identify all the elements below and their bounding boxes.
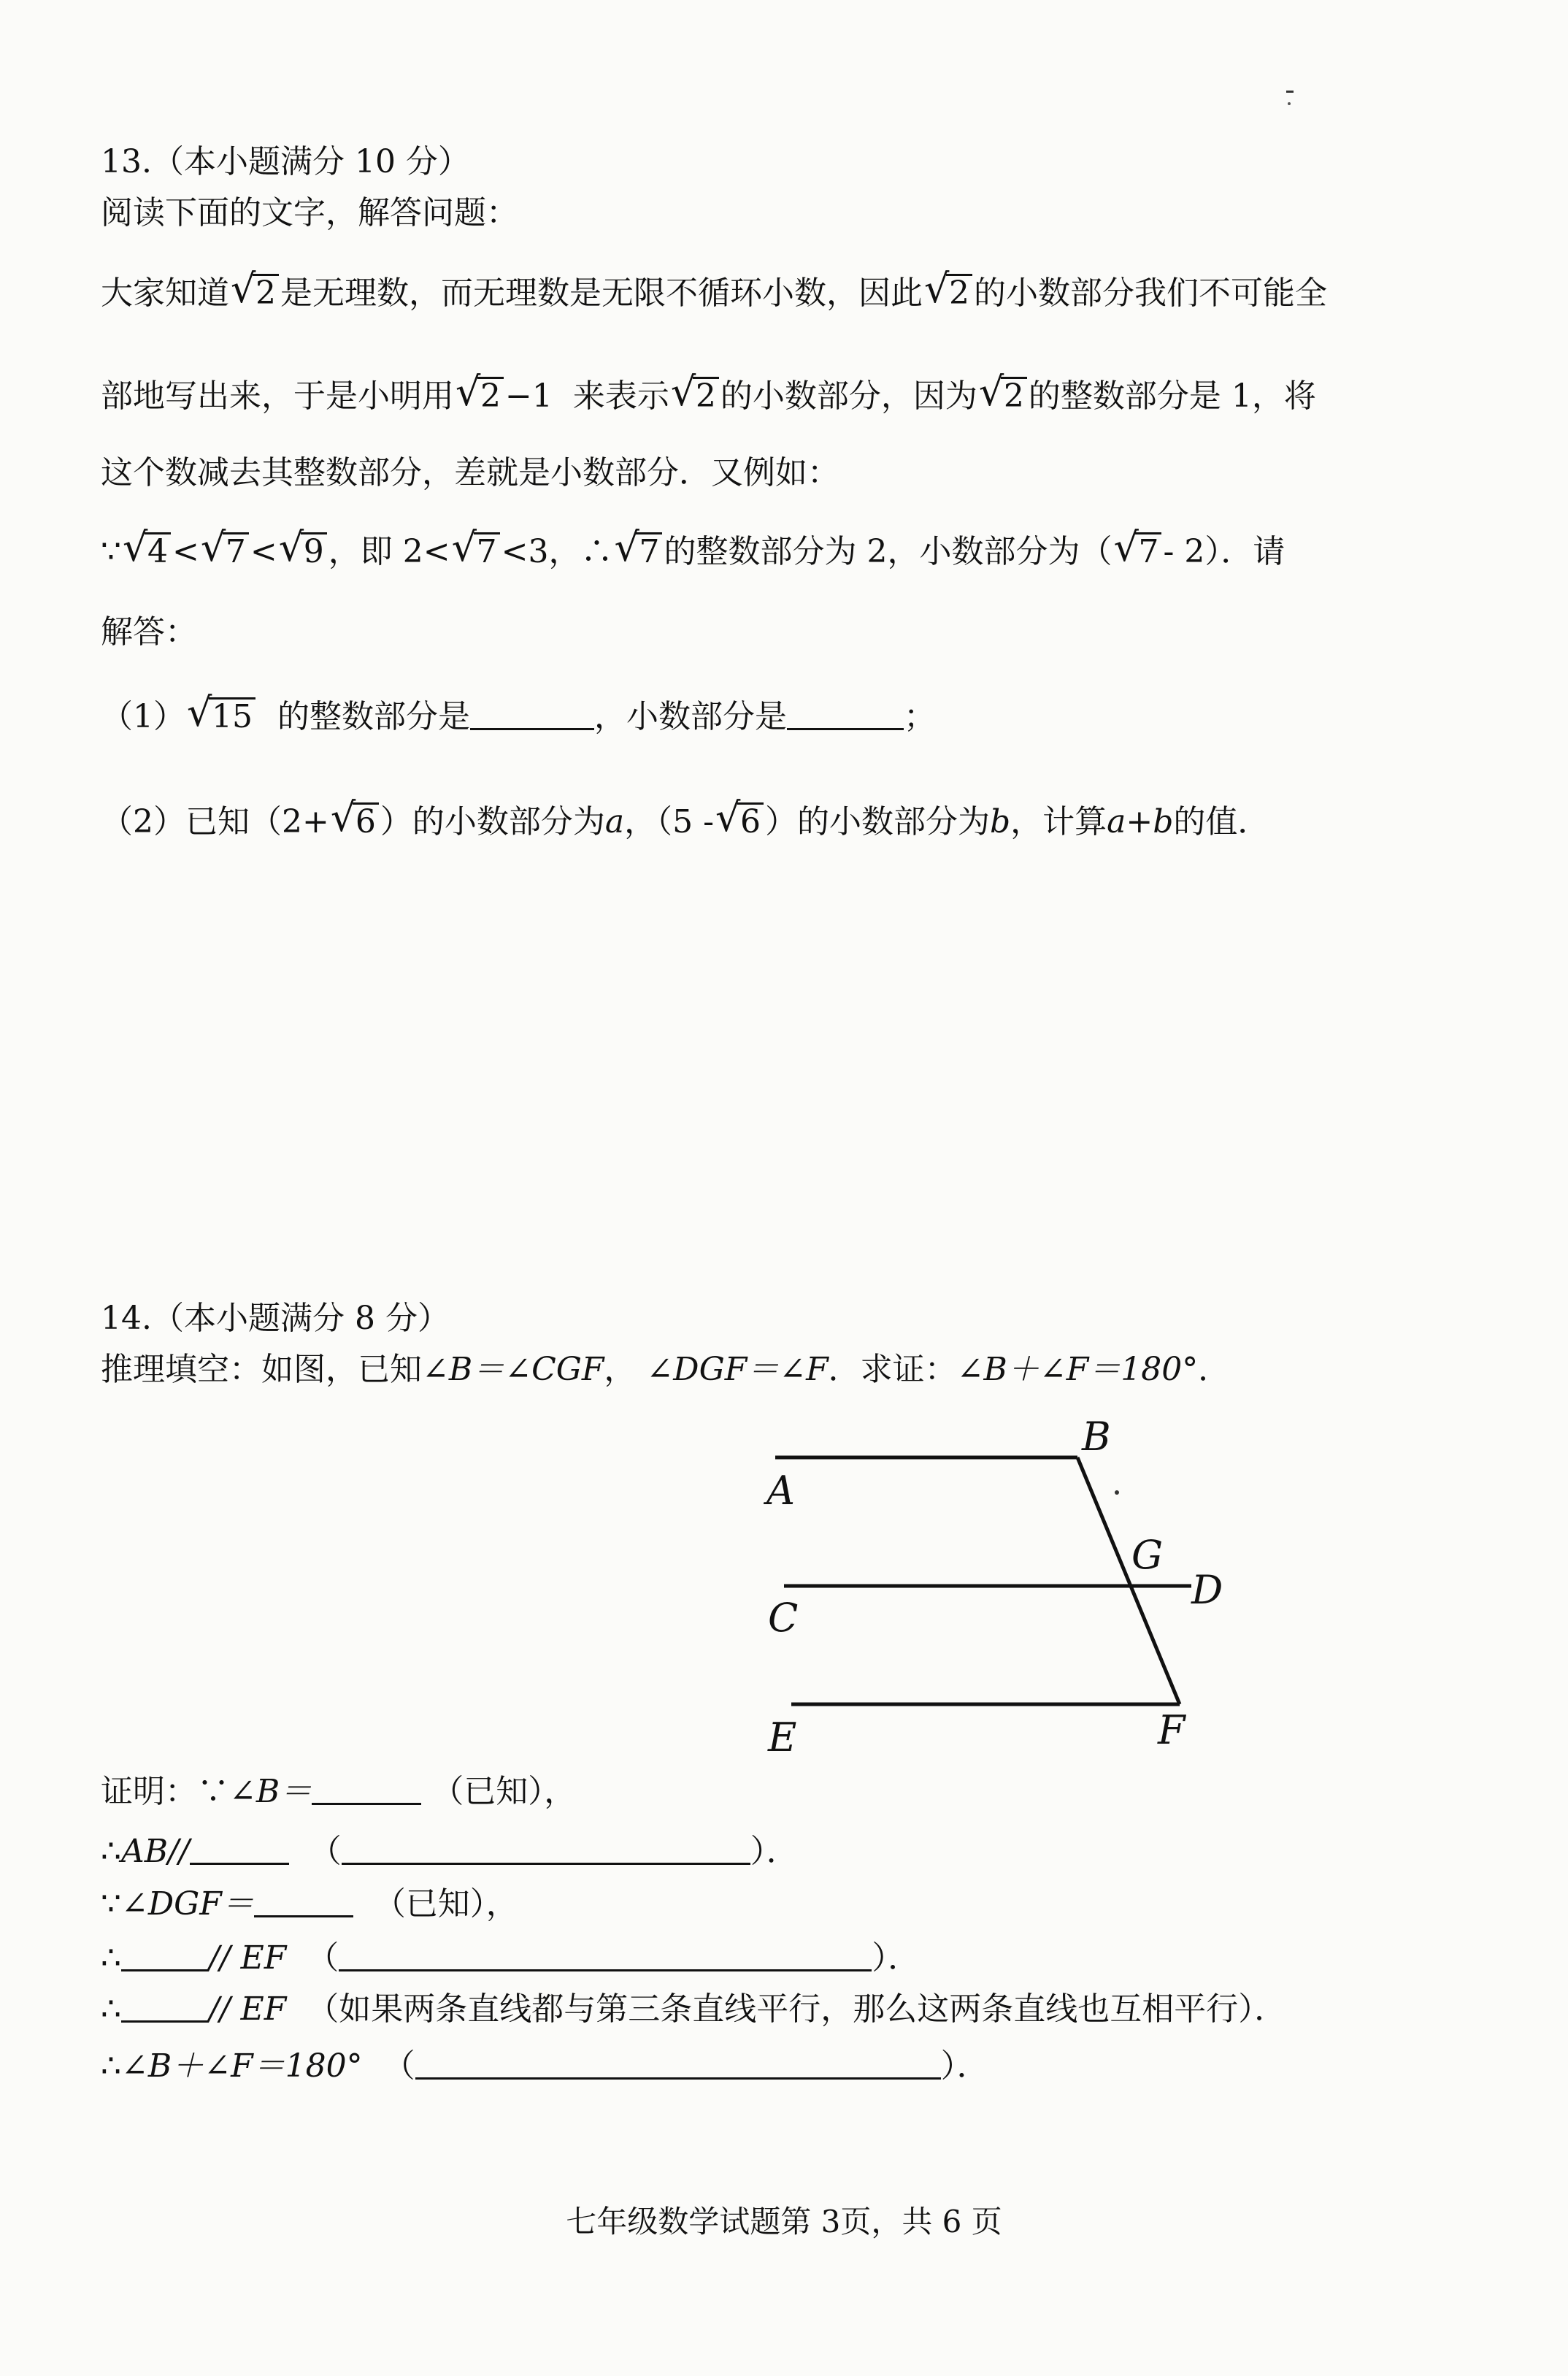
equation: ∠B＝ (229, 1773, 312, 1810)
sqrt-2: √ 2 (456, 375, 504, 418)
q13-paragraph-4 (101, 530, 1285, 574)
text: 部地写出来，于是小明用 (101, 378, 454, 415)
text: 来表示 (572, 378, 669, 415)
text: - 2）．请 (1163, 533, 1285, 570)
text: 证明：∵ (101, 1773, 229, 1810)
text: ）的小数部分为 (380, 803, 605, 840)
answer-blank[interactable] (121, 1940, 209, 1971)
equation: ∠B＝∠CGF (422, 1351, 604, 1388)
var-a: a (604, 803, 625, 840)
q13-heading: 13.（本小题满分 10 分） (101, 143, 470, 180)
figure-lines (775, 1457, 1191, 1704)
sqrt-2: √ 2 (671, 375, 719, 418)
text: （1） (101, 698, 185, 735)
sqrt-2: √ 2 (979, 375, 1027, 418)
text: ）． (940, 2047, 989, 2085)
var-b: b (989, 803, 1011, 840)
reason-blank[interactable] (339, 1940, 872, 1971)
text: 的整数部分为 2，小数部分为（ (664, 533, 1112, 570)
speck (1115, 1490, 1119, 1495)
text: 的整数部分是 (277, 698, 470, 735)
text: （已知）， (431, 1773, 577, 1810)
label-a: A (766, 1468, 795, 1514)
text: 的值． (1173, 803, 1270, 840)
text: ∴ (101, 1939, 121, 1977)
equation: // EF (209, 1939, 287, 1977)
text: 大家知道 (101, 275, 229, 312)
equation: AB// (121, 1833, 190, 1870)
proof-line-4 (101, 1936, 920, 1980)
text: 是无理数，而无理数是无限不循环小数，因此 (280, 275, 923, 312)
answer-blank[interactable] (121, 1991, 209, 2023)
sqrt-6: √ 6 (331, 800, 379, 844)
reason-blank[interactable] (415, 2048, 941, 2080)
text: ，即 2< (328, 533, 450, 570)
text: ）． (872, 1939, 921, 1977)
sqrt-7: √ 7 (1113, 530, 1161, 574)
equation: // EF (209, 1990, 287, 2028)
text: ∴ (101, 1990, 121, 2028)
sqrt-7: √ 7 (452, 530, 500, 574)
text: ∴ (101, 2047, 121, 2085)
lt: < (172, 533, 199, 570)
answer-blank[interactable] (470, 699, 594, 730)
answer-blank[interactable] (312, 1774, 421, 1805)
q13-paragraph-5: 解答： (101, 613, 197, 651)
answer-blank[interactable] (190, 1833, 289, 1865)
text: 的小数部分我们不可能全 (974, 275, 1327, 312)
equation: ∠B＋∠F＝180° (956, 1351, 1199, 1388)
equation: ∠B＋∠F＝180° (121, 2047, 363, 2085)
proof-line-2 (101, 1830, 799, 1874)
text: ，小数部分是 (593, 698, 787, 735)
text: ∵ (101, 1885, 121, 1923)
transversal-bf (1077, 1457, 1180, 1704)
text: <3，∴ (501, 533, 613, 570)
q13-paragraph-3: 这个数减去其整数部分，差就是小数部分．又例如： (101, 454, 839, 491)
text: ∴ (101, 1833, 121, 1870)
answer-blank[interactable] (254, 1886, 353, 1917)
label-b: B (1082, 1417, 1111, 1460)
sqrt-6: √ 6 (715, 800, 764, 844)
text: ．求证： (828, 1351, 957, 1388)
text: ，（5 - (624, 803, 714, 840)
text: 的小数部分，因为 (720, 378, 977, 415)
text: （ (383, 2047, 415, 2085)
sqrt-7: √ 7 (201, 530, 249, 574)
answer-blank[interactable] (787, 699, 904, 730)
text: （ (309, 1833, 342, 1870)
page-footer: 七年级数学试题第 3页，共 6 页 (566, 2204, 1002, 2239)
text: （如果两条直线都与第三条直线平行，那么这两条直线也互相平行）． (307, 1990, 1287, 2028)
sqrt-4: √ 4 (123, 530, 171, 574)
sqrt-15: √ 15 (187, 695, 255, 739)
q13-part-1 (101, 695, 936, 739)
proof-line-1 (101, 1770, 576, 1814)
q13-paragraph-2 (101, 375, 1316, 418)
sqrt-9: √ 9 (279, 530, 327, 574)
sqrt-2: √ 2 (924, 272, 972, 315)
text: ． (1198, 1351, 1231, 1388)
scan-speck (1270, 80, 1314, 124)
label-f: F (1158, 1707, 1185, 1753)
proof-line-3 (101, 1882, 518, 1926)
text: （2）已知（2+ (101, 803, 329, 840)
q14-statement (101, 1348, 1230, 1392)
because-symbol: ∵ (101, 533, 121, 570)
text: 的整数部分是 1，将 (1028, 378, 1316, 415)
text: ； (903, 698, 936, 735)
q13-part-2 (101, 800, 1269, 844)
text: （已知）， (373, 1885, 518, 1923)
label-g: G (1131, 1532, 1164, 1578)
label-d: D (1191, 1567, 1223, 1613)
minus-one: −1 (505, 378, 553, 415)
proof-line-6 (101, 2044, 989, 2088)
q13-paragraph-1 (101, 272, 1327, 315)
sum-a-b: a+b (1107, 803, 1174, 840)
label-c: C (768, 1595, 799, 1641)
proof-line-5 (101, 1988, 1286, 2031)
lt: < (250, 533, 277, 570)
label-e: E (768, 1714, 797, 1760)
text: 推理填空：如图，已知 (101, 1351, 422, 1388)
q13-intro: 阅读下面的文字，解答问题： (101, 194, 518, 231)
text: （ (307, 1939, 339, 1977)
sqrt-7: √ 7 (614, 530, 662, 574)
equation: ∠DGF＝∠F (646, 1351, 829, 1388)
text: ， (604, 1351, 637, 1388)
sqrt-2: √ 2 (231, 272, 279, 315)
reason-blank[interactable] (342, 1833, 750, 1865)
equation: ∠DGF＝ (121, 1885, 254, 1923)
text: ）的小数部分为 (764, 803, 990, 840)
text: ，计算 (1010, 803, 1107, 840)
parallel-lines-figure (745, 1417, 1270, 1767)
q14-heading: 14.（本小题满分 8 分） (101, 1300, 450, 1337)
text: ）． (750, 1833, 799, 1870)
